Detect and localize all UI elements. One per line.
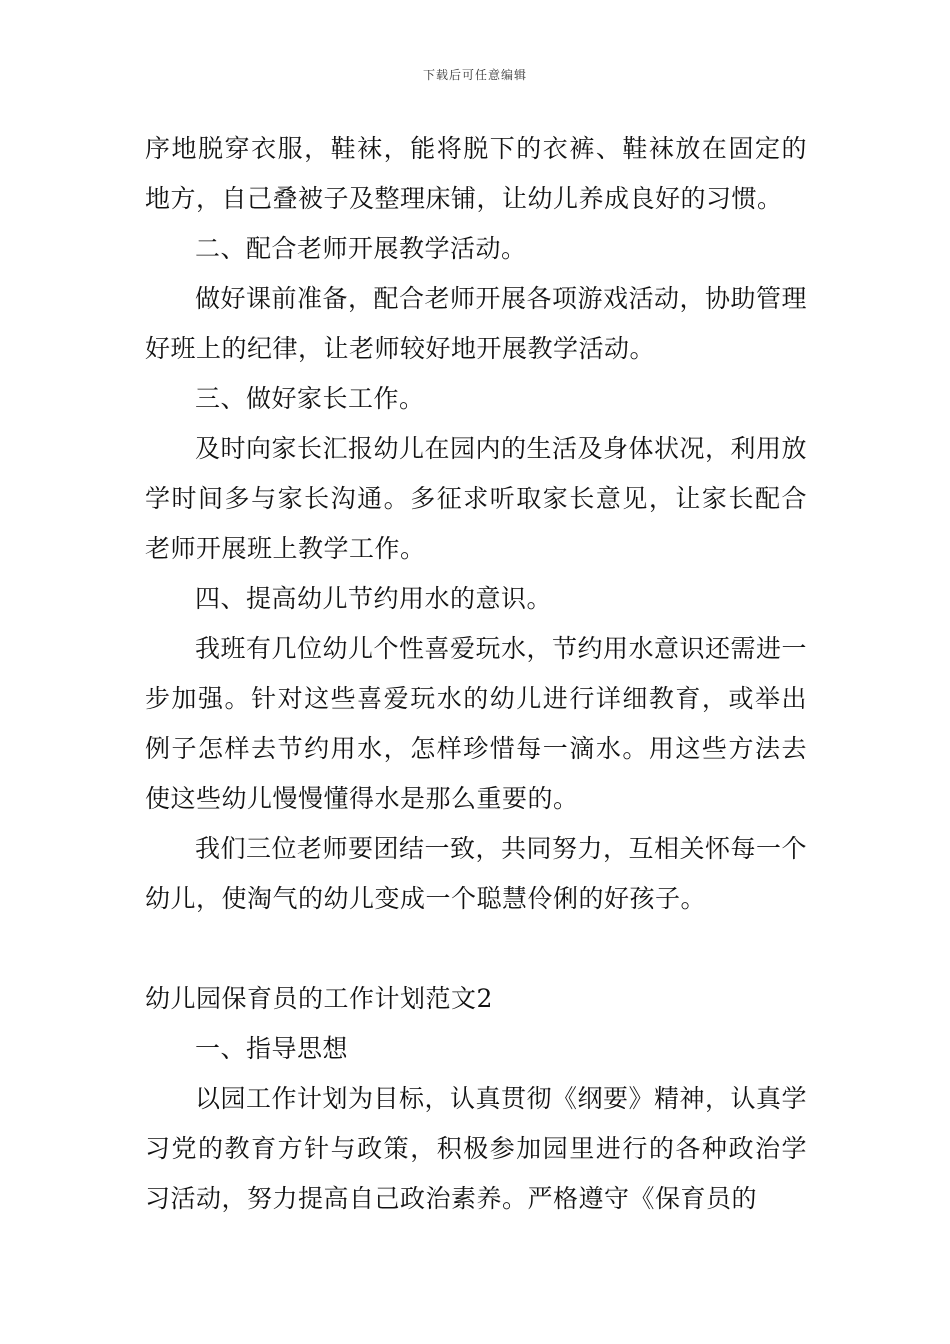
paragraph: 我们三位老师要团结一致，共同努力，互相关怀每一个幼儿，使淘气的幼儿变成一个聪慧伶俐的好孩子。 (145, 834, 808, 913)
paragraph: 以园工作计划为目标，认真贯彻《纲要》精神，认真学习党的教育方针与政策，积极参加园里进行的各种政治学习活动，努力提高自己政治素养。严格遵守《保育员的 (145, 1084, 808, 1213)
document-body (145, 124, 807, 1224)
blank-line (145, 924, 807, 974)
article-title: 幼儿园保育员的工作计划范文2 (145, 984, 493, 1013)
page-header: 下载后可任意编辑 (422, 68, 527, 82)
paragraph: 我班有几位幼儿个性喜爱玩水，节约用水意识还需进一步加强。针对这些喜爱玩水的幼儿进行详细教育，或举出例子怎样去节约用水，怎样珍惜每一滴水。用这些方法去使这些幼儿慢慢懂得水是那么重要的。 (145, 634, 808, 813)
section-heading-3: 三、做好家长工作。 (195, 384, 425, 413)
paragraph: 做好课前准备，配合老师开展各项游戏活动，协助管理好班上的纪律，让老师较好地开展教学活动。 (145, 284, 808, 363)
section-heading-4: 四、提高幼儿节约用水的意识。 (195, 584, 553, 613)
section-heading-1: 一、指导思想 (195, 1034, 349, 1063)
section-heading-2: 二、配合老师开展教学活动。 (195, 234, 527, 263)
paragraph-continuation: 序地脱穿衣服，鞋袜，能将脱下的衣裤、鞋袜放在固定的地方，自己叠被子及整理床铺，让幼儿养成良好的习惯。 (145, 134, 807, 213)
paragraph: 及时向家长汇报幼儿在园内的生活及身体状况，利用放学时间多与家长沟通。多征求听取家长意见，让家长配合老师开展班上教学工作。 (145, 434, 808, 563)
